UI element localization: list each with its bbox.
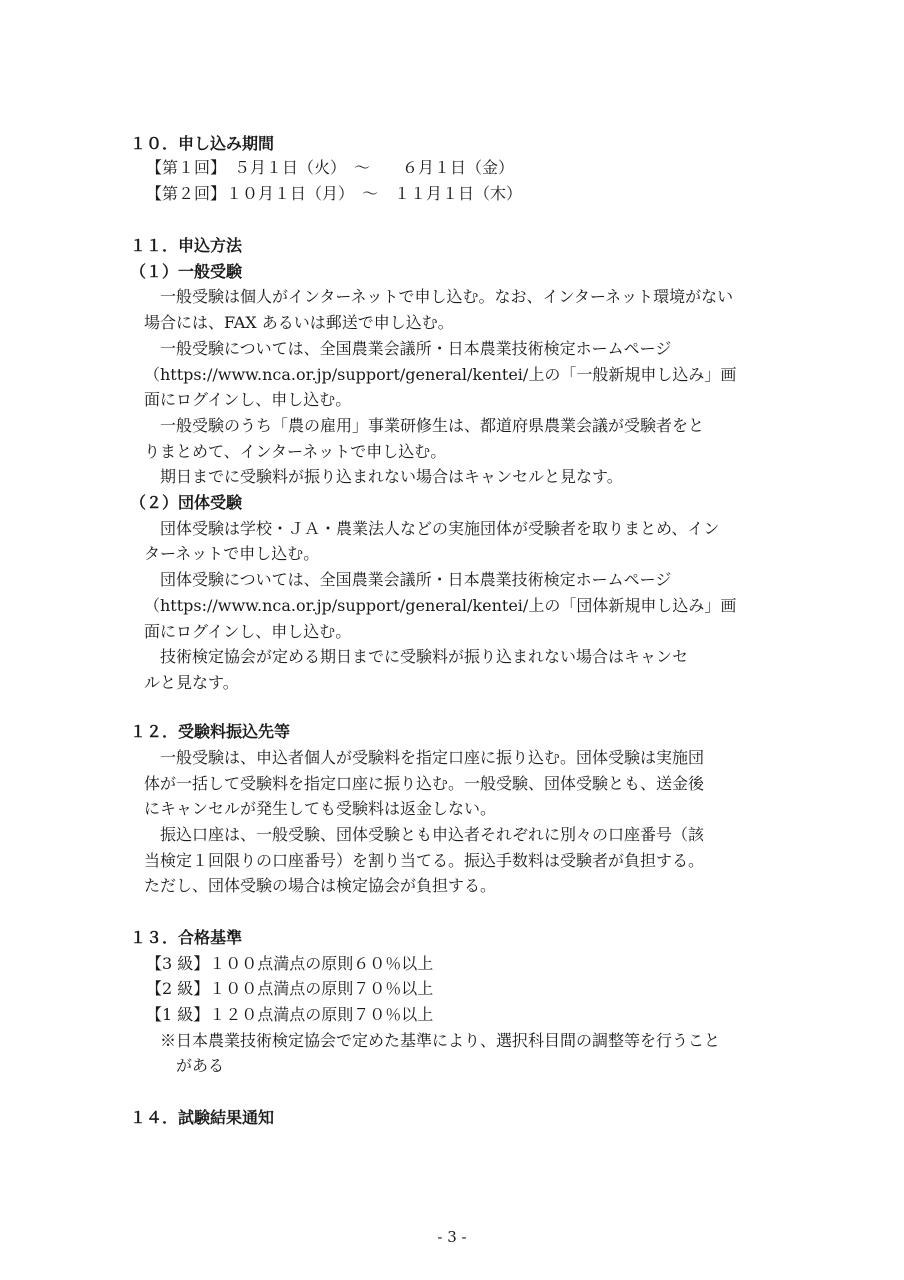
criteria-note-continued: がある: [176, 1056, 225, 1075]
paragraph-line: ルと見なす。: [144, 673, 239, 692]
paragraph-line: 一般受験については、全国農業会議所・日本農業技術検定ホームページ: [160, 339, 672, 358]
paragraph-line: 体が一括して受験料を指定口座に振り込む。一般受験、団体受験とも、送金後: [144, 774, 705, 793]
criteria-grade-2: 【2 級】１００点満点の原則７０％以上: [146, 979, 434, 998]
paragraph-line: 一般受験のうち「農の雇用」事業研修生は、都道府県農業会議が受験者をと: [160, 416, 705, 435]
period-round-1: 【第１回】 ５月１日（火） ～ ６月１日（金）: [146, 158, 515, 177]
paragraph-line: ただし、団体受験の場合は検定協会が負担する。: [144, 876, 497, 895]
criteria-grade-3: 【3 級】１００点満点の原則６０％以上: [146, 954, 434, 973]
paragraph-line: 振込口座は、一般受験、団体受験とも申込者それぞれに別々の口座番号（該: [160, 825, 705, 844]
paragraph-line: （https://www.nca.or.jp/support/general/kentei/上の「団体新規申し込み」画: [144, 596, 737, 615]
criteria-grade-1: 【1 級】１２０点満点の原則７０％以上: [146, 1005, 434, 1024]
section-13-heading: １３．合格基準: [130, 928, 243, 947]
paragraph-line: 一般受験は個人がインターネットで申し込む。なお、インターネット環境がない: [160, 287, 734, 306]
paragraph-line: 面にログインし、申し込む。: [144, 390, 352, 409]
period-round-2: 【第２回】１０月１日（月） ～ １１月１日（木）: [146, 184, 523, 203]
section-14-heading: １４．試験結果通知: [130, 1108, 275, 1127]
section-12-heading: １２．受験料振込先等: [130, 722, 291, 741]
paragraph-line: りまとめて、インターネットで申し込む。: [144, 442, 447, 461]
section-10-heading: １０．申し込み期間: [130, 134, 275, 153]
section-11-heading: １１．申込方法: [130, 236, 243, 255]
paragraph-line: 期日までに受験料が振り込まれない場合はキャンセルと見なす。: [160, 467, 623, 486]
paragraph-line: にキャンセルが発生しても受験料は返金しない。: [144, 799, 497, 818]
paragraph-line: 当検定１回限りの口座番号）を割り当てる。振込手数料は受験者が負担する。: [144, 851, 705, 870]
paragraph-line: ターネットで申し込む。: [144, 544, 320, 563]
subsection-group-exam: （２）団体受験: [130, 493, 243, 512]
paragraph-line: 団体受験は学校・ＪＡ・農業法人などの実施団体が受験者を取りまとめ、イン: [160, 519, 720, 538]
paragraph-line: 場合には、FAX あるいは郵送で申し込む。: [144, 313, 454, 332]
paragraph-line: 技術検定協会が定める期日までに受験料が振り込まれない場合はキャンセ: [160, 647, 689, 666]
criteria-note: ※日本農業技術検定協会で定めた基準により、選択科目間の調整等を行うこと: [160, 1031, 721, 1050]
subsection-general-exam: （１）一般受験: [130, 262, 243, 281]
page-number: - 3 -: [437, 1228, 467, 1246]
paragraph-line: 一般受験は、申込者個人が受験料を指定口座に振り込む。団体受験は実施団: [160, 748, 705, 767]
paragraph-line: 面にログインし、申し込む。: [144, 622, 352, 641]
paragraph-line: （https://www.nca.or.jp/support/general/kentei/上の「一般新規申し込み」画: [144, 365, 737, 384]
paragraph-line: 団体受験については、全国農業会議所・日本農業技術検定ホームページ: [160, 570, 672, 589]
